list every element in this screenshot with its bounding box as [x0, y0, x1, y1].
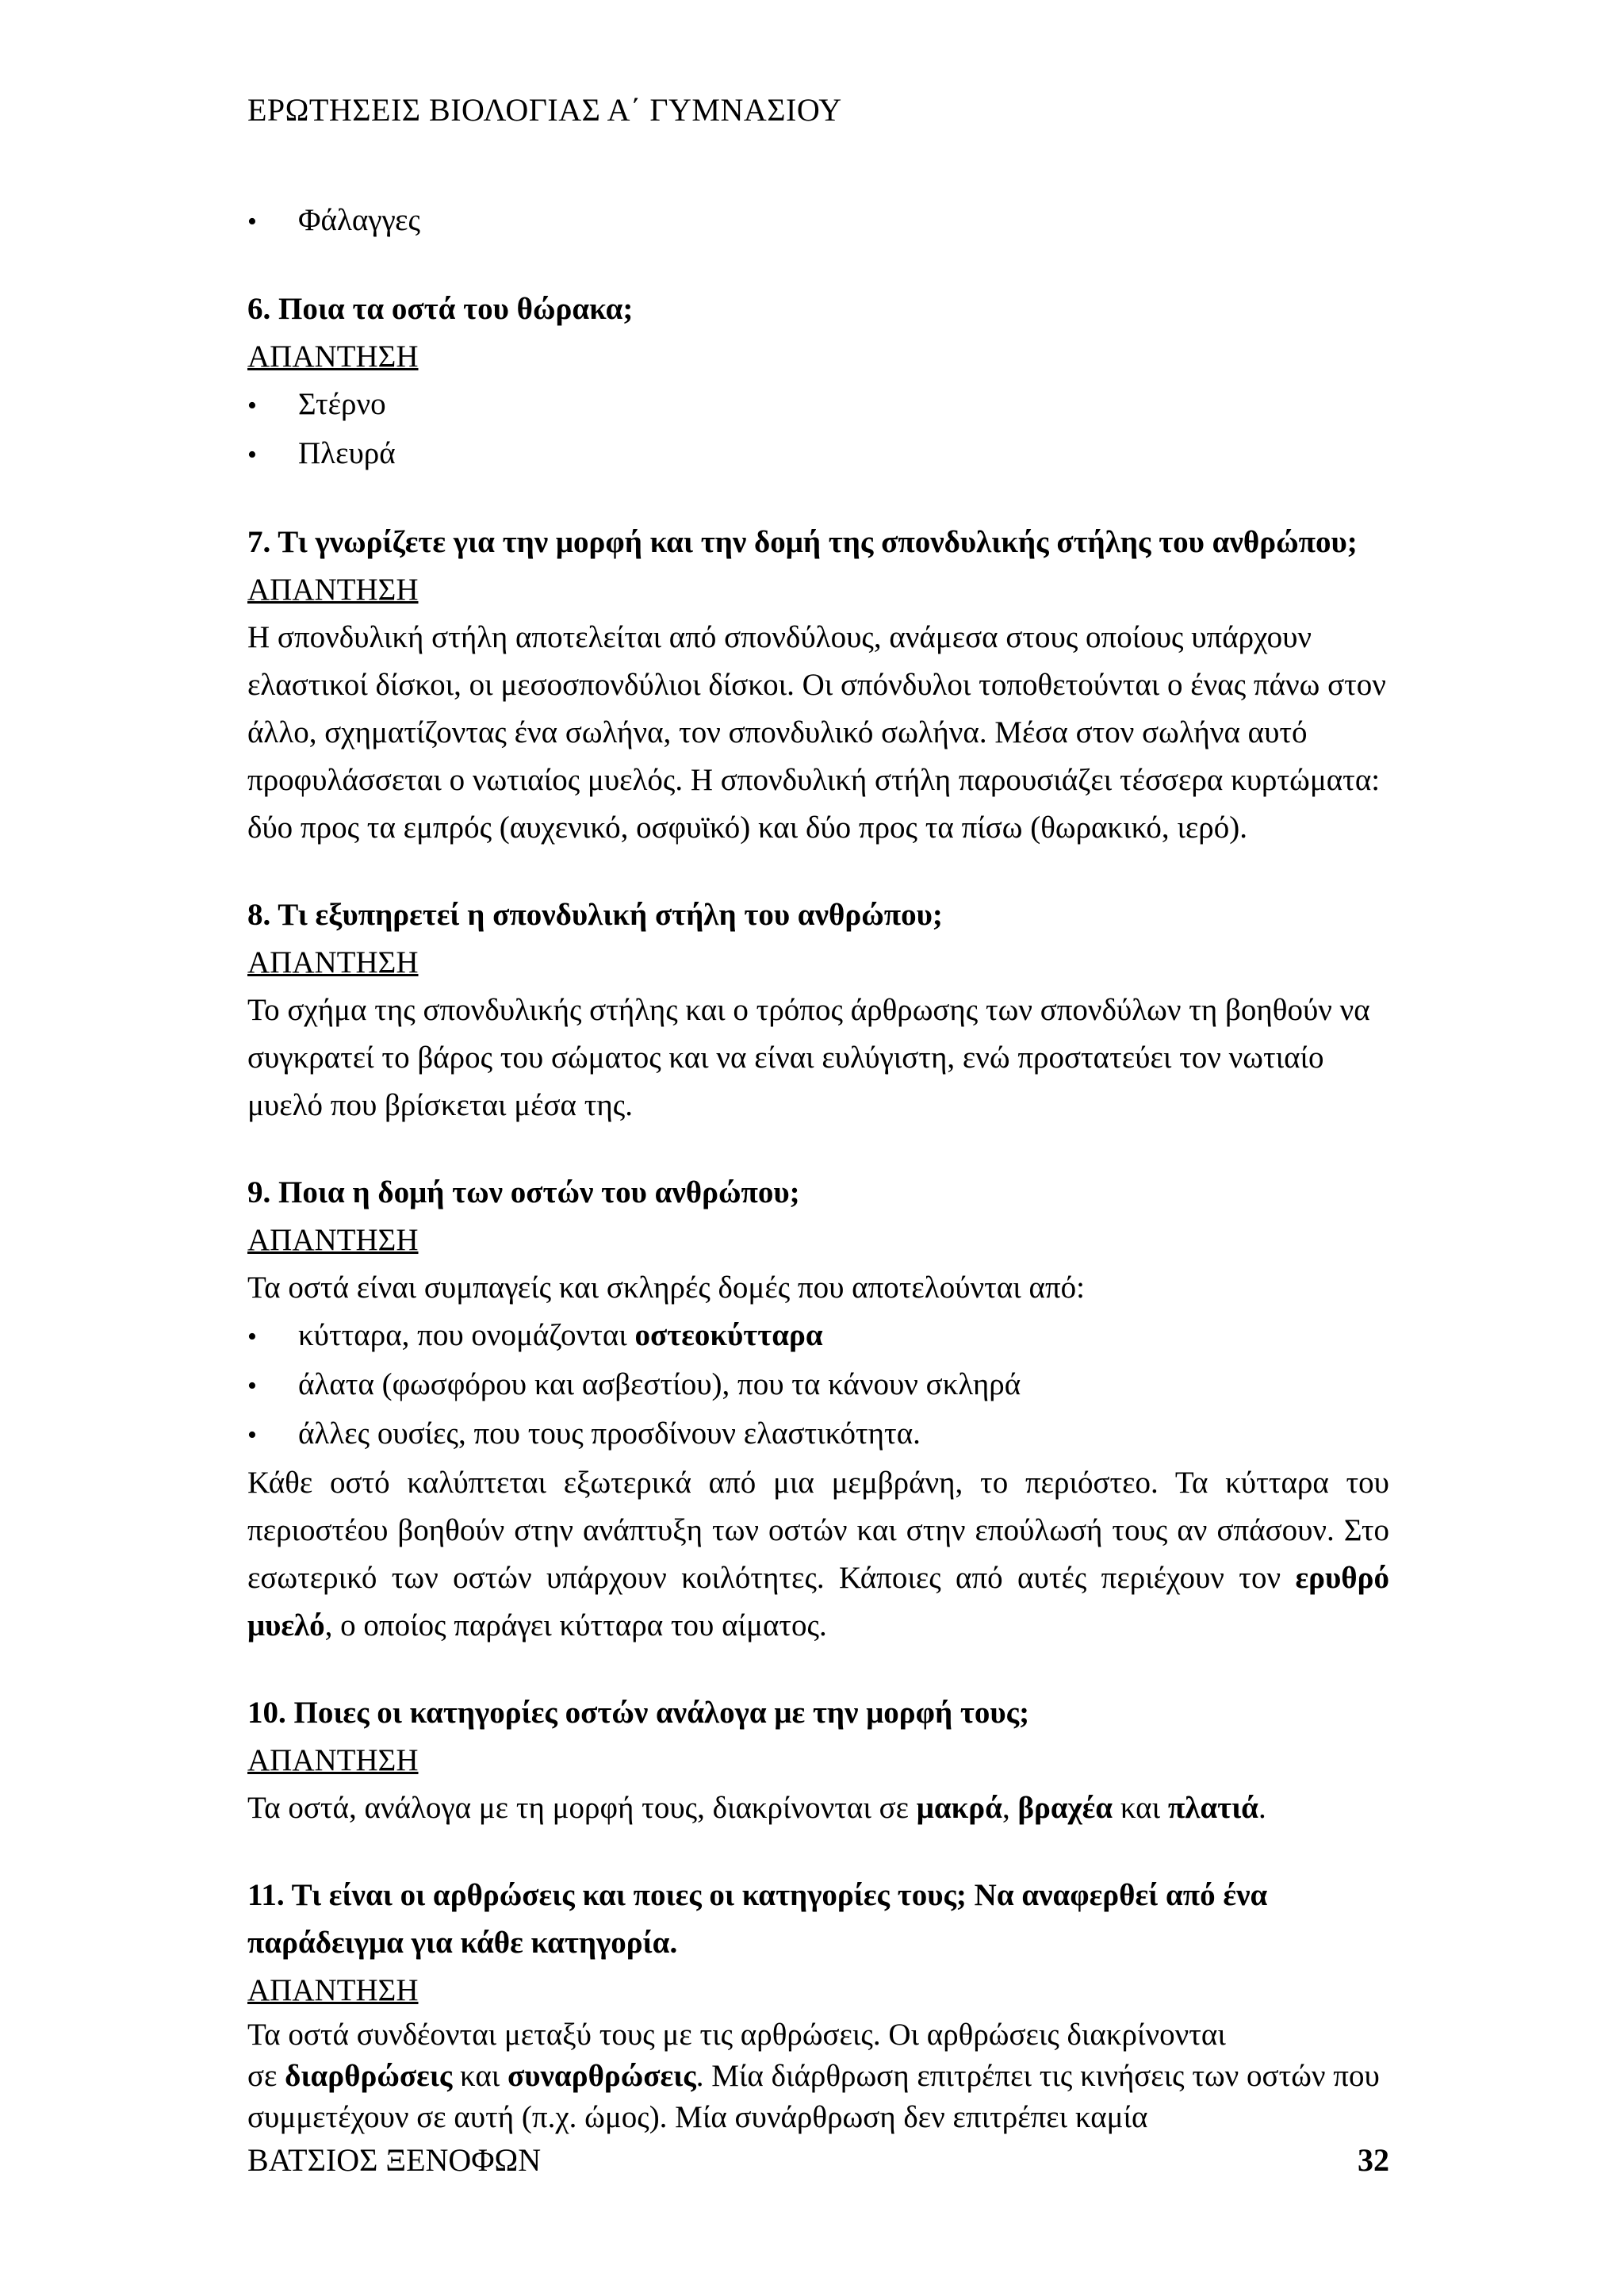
- question-10: 10. Ποιες οι κατηγορίες οστών ανάλογα με την μορφή τους;: [247, 1696, 1030, 1730]
- bold-term: διαρθρώσεις: [285, 2059, 453, 2093]
- list-item-text: Στέρνο: [298, 387, 386, 421]
- bullet-icon: •: [247, 1371, 257, 1401]
- list-item-text: Πλευρά: [298, 436, 396, 470]
- answer-label: ΑΠΑΝΤΗΣΗ: [247, 573, 419, 607]
- answer-label: ΑΠΑΝΤΗΣΗ: [247, 339, 419, 374]
- question-11: 11. Τι είναι οι αρθρώσεις και ποιες οι κατηγορίες τους; Να αναφερθεί από ένα παράδειγμα για κάθε κατηγορία.: [247, 1878, 1268, 1960]
- bold-term: ερυθρό μυελό: [247, 1561, 1389, 1642]
- answer-label: ΑΠΑΝΤΗΣΗ: [247, 1223, 419, 1257]
- bold-term: βραχέα: [1017, 1791, 1113, 1825]
- bullet-icon: •: [247, 391, 257, 420]
- list-item: [247, 1410, 1389, 1459]
- list-item: [247, 1312, 1389, 1361]
- bullet-icon: •: [247, 440, 257, 470]
- bullet-icon: •: [247, 1322, 257, 1351]
- document-page: [247, 0, 1389, 2296]
- list-item: [247, 1361, 1389, 1410]
- list-item-text: Φάλαγγες: [298, 203, 420, 237]
- list-item-text: άλατα (φωσφόρου και ασβεστίου), που τα κάνουν σκληρά: [298, 1367, 1021, 1401]
- list-item-text: κύτταρα, που ονομάζονται οστεοκύτταρα: [298, 1318, 823, 1352]
- answer-label: ΑΠΑΝΤΗΣΗ: [247, 945, 419, 979]
- answer-label: ΑΠΑΝΤΗΣΗ: [247, 1973, 419, 2007]
- page-footer: [247, 2141, 1389, 2179]
- bold-term: μακρά: [916, 1791, 1002, 1825]
- page-number: 32: [1358, 2142, 1389, 2178]
- footer-author: ΒΑΤΣΙΟΣ ΞΕΝΟΦΩΝ: [247, 2142, 542, 2178]
- question-7: 7. Τι γνωρίζετε για την μορφή και την δομή της σπονδυλικής στήλης του ανθρώπου;: [247, 525, 1358, 559]
- question-8: 8. Τι εξυπηρετεί η σπονδυλική στήλη του ανθρώπου;: [247, 898, 943, 932]
- answer-text: Τα οστά συνδέονται μεταξύ τους με τις αρθρώσεις. Οι αρθρώσεις διακρίνονται σε διαρθρώσεις και συναρθρώσεις. Μία διάρθρωση επιτρέπει τις κινήσεις των οστών που συμμετέχουν σε αυτή (π.χ. ώμος). Μία συνάρθρωση δεν επιτρέπει καμία: [247, 2018, 1380, 2134]
- bullet-icon: •: [247, 207, 257, 236]
- answer-text: Κάθε οστό καλύπτεται εξωτερικά από μια μεμβράνη, το περιόστεο. Τα κύτταρα του περιοστέου βοηθούν στην ανάπτυξη των οστών και στην επούλωσή τους αν σπάσουν. Στο εσωτερικό των οστών υπάρχουν κοιλότητες. Κάποιες από αυτές περιέχουν τον ερυθρό μυελό, ο οποίος παράγει κύτταρα του αίματος.: [247, 1466, 1389, 1642]
- page-header: ΕΡΩΤΗΣΕΙΣ ΒΙΟΛΟΓΙΑΣ Α΄ ΓΥΜΝΑΣΙΟΥ: [247, 92, 842, 128]
- answer-text: Το σχήμα της σπονδυλικής στήλης και ο τρόπος άρθρωσης των σπονδύλων τη βοηθούν να συγκρατεί το βάρος του σώματος και να είναι ευλύγιστη, ενώ προστατεύει τον νωτιαίο μυελό που βρίσκεται μέσα της.: [247, 993, 1370, 1122]
- answer-intro: Τα οστά είναι συμπαγείς και σκληρές δομές που αποτελούνται από:: [247, 1271, 1085, 1305]
- bold-term: οστεοκύτταρα: [634, 1318, 823, 1352]
- question-9: 9. Ποια η δομή των οστών του ανθρώπου;: [247, 1175, 800, 1209]
- answer-text: Η σπονδυλική στήλη αποτελείται από σπονδύλους, ανάμεσα στους οποίους υπάρχουν ελαστικοί δίσκοι, οι μεσοσπονδύλιοι δίσκοι. Οι σπόνδυλοι τοποθετούνται ο ένας πάνω στον άλλο, σχηματίζοντας ένα σωλήνα, τον σπονδυλικό σωλήνα. Μέσα στον σωλήνα αυτό προφυλάσσεται ο νωτιαίος μυελός. Η σπονδυλική στήλη παρουσιάζει τέσσερα κυρτώματα: δύο προς τα εμπρός (αυχενικό, οσφυϊκό) και δύο προς τα πίσω (θωρακικό, ιερό).: [247, 620, 1386, 845]
- list-item-text: άλλες ουσίες, που τους προσδίνουν ελαστικότητα.: [298, 1416, 921, 1451]
- answer-label: ΑΠΑΝΤΗΣΗ: [247, 1743, 419, 1777]
- bold-term: συναρθρώσεις: [508, 2059, 696, 2093]
- list-item: [247, 381, 1389, 430]
- list-item: [247, 197, 1389, 246]
- question-6: 6. Ποια τα οστά του θώρακα;: [247, 292, 634, 326]
- answer-text: Τα οστά, ανάλογα με τη μορφή τους, διακρίνονται σε μακρά, βραχέα και πλατιά.: [247, 1791, 1266, 1825]
- page-content: [247, 197, 1389, 2138]
- bold-term: πλατιά: [1167, 1791, 1258, 1825]
- bullet-icon: •: [247, 1420, 257, 1450]
- list-item: [247, 430, 1389, 479]
